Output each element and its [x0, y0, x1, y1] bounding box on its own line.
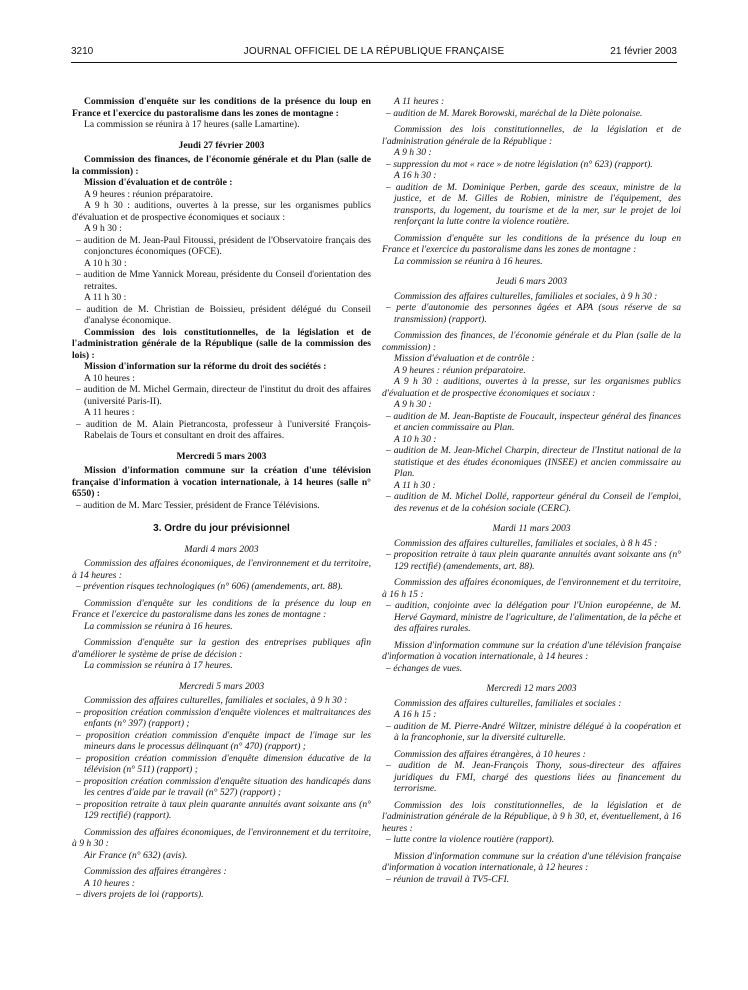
paragraph: Commission des affaires culturelles, familiales et sociales, à 9 h 30 : — [84, 695, 348, 706]
paragraph: A 11 heures : — [84, 407, 135, 418]
agenda-item: – perte d'autonomie des personnes âgées et APA (sous réserve de sa transmission) (rapport). — [386, 302, 681, 325]
agenda-item: – proposition retraite à taux plein quarante annuités avant soixante ans (n° 129 rectifié) (rapport). — [76, 798, 371, 821]
paragraph: A 16 h 30 : — [394, 170, 437, 181]
paragraph: Commission des lois constitutionnelles, de la législation et de l'administration générale de la République, à 9 h 30, et, éventuellement, à 16 heures : — [382, 799, 681, 834]
header-rule — [71, 62, 677, 63]
day-heading: Mardi 4 mars 2003 — [184, 543, 259, 555]
paragraph: A 10 h 30 : — [84, 257, 127, 269]
day-heading: Jeudi 27 février 2003 — [178, 139, 265, 151]
committee-heading: Commission des finances, de l'économie générale et du Plan (salle de la commission) : — [72, 154, 371, 177]
day-heading: Mardi 11 mars 2003 — [492, 523, 571, 534]
agenda-item: – prévention risques technologiques (n° 606) (amendements, art. 88). — [76, 581, 343, 592]
committee-heading: Mission d'évaluation et de contrôle : — [84, 177, 233, 188]
paragraph: A 11 h 30 : — [394, 479, 436, 491]
paragraph: Mission d'évaluation et de contrôle : — [394, 353, 535, 364]
paragraph: Commission d'enquête sur les conditions de la présence du loup en France et l'exercice du pastoralisme dans les zones de montagne : — [72, 597, 371, 620]
committee-heading: Commission des lois constitutionnelles, de la législation et de l'administration générale de la République (salle de la commission des lois) : — [72, 326, 371, 361]
agenda-item: – proposition retraite à taux plein quarante annuités avant soixante ans (n° 129 rectifié) (amendements, art. 88). — [386, 549, 681, 572]
agenda-item: – audition, conjointe avec la délégation pour l'Union européenne, de M. Hervé Gaymard, ministre de l'agriculture, de l'alimentation, de la pêche et des affaires rurales. — [386, 600, 681, 634]
agenda-item: – divers projets de loi (rapports). — [76, 889, 204, 900]
paragraph: A 9 heures : réunion préparatoire. — [394, 364, 526, 376]
paragraph: Air France (n° 632) (avis). — [84, 849, 188, 861]
right-column — [382, 96, 681, 885]
agenda-item: – lutte contre la violence routière (rapport). — [386, 834, 555, 845]
committee-heading: Commission d'enquête sur les conditions de la présence du loup en France et l'exercice du pastoralisme dans les zones de montagne : — [72, 96, 371, 119]
day-heading: Jeudi 6 mars 2003 — [495, 276, 568, 287]
paragraph: Mission d'information commune sur la création d'une télévision française d'information à vocation internationale, à 12 heures : — [382, 850, 681, 873]
agenda-item: – audition de M. Jean-François Thony, sous-directeur des affaires juridiques du FMI, chargé des questions liées au financement du terrorisme. — [386, 760, 681, 794]
agenda-item: – audition de M. Christian de Boissieu, président délégué du Conseil d'analyse économique. — [76, 303, 371, 326]
paragraph: A 10 h 30 : — [394, 433, 437, 445]
paragraph: Mission d'information commune sur la création d'une télévision française d'information à vocation internationale, à 14 heures : — [382, 639, 681, 662]
paragraph: Commission des affaires culturelles, familiales et sociales, à 9 h 30 : — [394, 290, 658, 302]
paragraph: Commission des affaires économiques, de l'environnement et du territoire, à 14 heures : — [72, 558, 371, 581]
paragraph: A 10 heures : — [84, 372, 135, 384]
agenda-item: – audition de M. Jean-Michel Charpin, directeur de l'Institut national de la statistique et des études économiques (INSEE) et ancien commissaire au Plan. — [386, 445, 681, 479]
agenda-item: – échanges de vues. — [386, 662, 463, 674]
paragraph: A 9 heures : réunion préparatoire. — [84, 188, 213, 200]
paragraph: A 9 h 30 : auditions, ouvertes à la presse, sur les organismes publics d'évaluation et de prospective économiques et sociaux : — [382, 376, 681, 399]
page-header — [71, 46, 677, 60]
agenda-item: – audition de M. Michel Dollé, rapporteur général du Conseil de l'emploi, des revenus et de la cohésion sociale (CERC). — [386, 491, 681, 514]
paragraph: Commission des affaires étrangères : — [84, 866, 227, 877]
day-heading: Mercredi 5 mars 2003 — [176, 450, 267, 462]
agenda-item: – proposition création commission d'enquête dimension éducative de la télévision (n° 511) (rapport) ; — [76, 752, 371, 775]
left-column — [72, 96, 371, 901]
paragraph: A 9 h 30 : auditions, ouvertes à la presse, sur les organismes publics d'évaluation et de prospective économiques et sociaux : — [72, 200, 371, 223]
paragraph: Commission des affaires économiques, de l'environnement et du territoire, à 16 h 15 : — [382, 577, 681, 600]
paragraph: La commission se réunira à 16 heures. — [394, 255, 543, 267]
paragraph: Commission d'enquête sur les conditions de la présence du loup en France et l'exercice du pastoralisme dans les zones de montagne : — [382, 232, 681, 255]
section-heading: 3. Ordre du jour prévisionnel — [153, 523, 290, 534]
agenda-item: – audition de Mme Yannick Moreau, présidente du Conseil d'orientation des retraites. — [76, 269, 371, 292]
paragraph: A 11 heures : — [394, 96, 445, 107]
paragraph: Commission d'enquête sur la gestion des entreprises publiques afin d'améliorer le système de prise de décision : — [72, 637, 371, 660]
paragraph: A 10 heures : — [84, 877, 135, 889]
agenda-item: – audition de M. Marc Tessier, président de France Télévisions. — [76, 499, 320, 511]
agenda-item: – audition de M. Jean-Baptiste de Foucault, inspecteur général des finances et ancien commissaire au Plan. — [386, 410, 681, 433]
committee-heading: Mission d'information commune sur la création d'une télévision française d'information à vocation internationale, à 14 heures (salle n° 6550) : — [72, 465, 371, 499]
paragraph: Commission des affaires culturelles, familiales et sociales, à 8 h 45 : — [394, 537, 658, 549]
agenda-item: – audition de M. Pierre-André Wiltzer, ministre délégué à la coopération et à la francophonie, sur la diversité culturelle. — [386, 720, 681, 743]
paragraph: Commission des affaires culturelles, familiales et sociales : — [394, 697, 622, 709]
paragraph: La commission se réunira à 16 heures. — [84, 620, 233, 632]
agenda-item: – audition de M. Michel Germain, directeur de l'institut du droit des affaires (université Paris-II). — [76, 384, 371, 407]
agenda-item: – suppression du mot « race » de notre législation (n° 623) (rapport). — [386, 158, 653, 170]
agenda-item: – audition de M. Dominique Perben, garde des sceaux, ministre de la justice, et de M. Gilles de Robien, ministre de l'équipement, des transports, du logement, du tourisme et de la mer, sur le projet de loi renforçant la lutte contre la violence routière. — [386, 181, 681, 227]
agenda-item: – proposition création commission d'enquête impact de l'image sur les mineurs dans le processus délinquant (n° 470) (rapport) ; — [76, 729, 371, 752]
day-heading: Mercredi 5 mars 2003 — [178, 680, 265, 692]
agenda-item: – audition de M. Jean-Paul Fitoussi, président de l'Observatoire français des conjonctures économiques (OFCE). — [76, 234, 371, 257]
paragraph: Commission des lois constitutionnelles, de la législation et de l'administration générale de la République : — [382, 124, 681, 147]
paragraph: A 9 h 30 : — [84, 223, 122, 234]
committee-heading: Mission d'information sur la réforme du droit des sociétés : — [84, 361, 327, 372]
journal-title: JOURNAL OFFICIEL DE LA RÉPUBLIQUE FRANÇAISE — [243, 46, 505, 57]
agenda-item: – proposition création commission d'enquête situation des handicapés dans les centres d'aide par le travail (n° 527) (rapport) ; — [76, 775, 371, 798]
paragraph: A 16 h 15 : — [394, 709, 437, 720]
agenda-item: – audition de M. Marek Borowski, maréchal de la Diète polonaise. — [386, 107, 643, 119]
issue-date: 21 février 2003 — [610, 46, 677, 57]
paragraph: Commission des affaires économiques, de l'environnement et du territoire, à 9 h 30 : — [72, 826, 371, 849]
day-heading: Mercredi 12 mars 2003 — [486, 683, 577, 694]
agenda-item: – audition de M. Alain Pietrancosta, professeur à l'université François-Rabelais de Tours et consultant en droit des affaires. — [76, 418, 371, 441]
paragraph: A 11 h 30 : — [84, 292, 127, 303]
paragraph: Commission des finances, de l'économie générale et du Plan (salle de la commission) : — [382, 330, 681, 353]
paragraph: La commission se réunira à 17 heures. — [84, 660, 233, 671]
agenda-item: – proposition création commission d'enquête violences et maltraitances des enfants (n° 397) (rapport) ; — [76, 706, 371, 729]
paragraph: La commission se réunira à 17 heures (salle Lamartine). — [84, 119, 300, 130]
paragraph: A 9 h 30 : — [394, 399, 432, 410]
page-number: 3210 — [71, 46, 94, 57]
agenda-item: – réunion de travail à TV5-CFI. — [386, 873, 510, 885]
paragraph: Commission des affaires étrangères, à 10 heures : — [394, 748, 586, 760]
paragraph: A 9 h 30 : — [394, 147, 432, 158]
